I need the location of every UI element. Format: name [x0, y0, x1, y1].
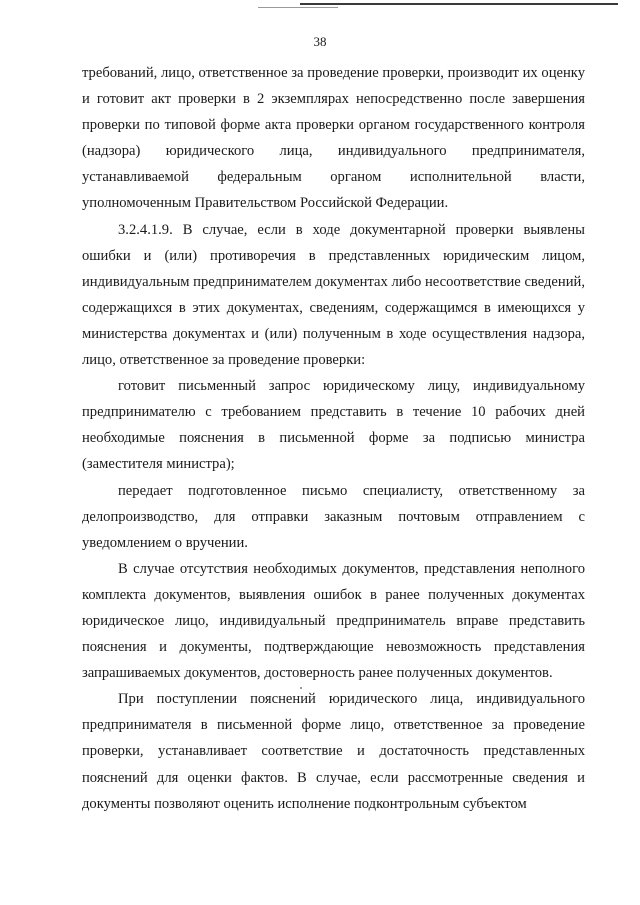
scan-speck	[300, 687, 302, 689]
scan-edge-line-faint	[258, 7, 338, 8]
scan-edge-line	[300, 3, 618, 5]
paragraph-explanations-received: При поступлении пояснений юридического лица, индивидуального предпринимателя в письменной форме лицо, ответственное за проведение проверки, устанавливает соответствие и достаточность представленных пояснений для оценки фактов. В случае, если рассмотренные сведения и документы позволяют оценить исполнение подконтрольным субъектом	[82, 691, 585, 812]
paragraph-transfer-letter: передает подготовленное письмо специалисту, ответственному за делопроизводство, для отправки заказным почтовым отправлением с уведомлением о вручении.	[82, 482, 585, 551]
paragraph-written-request: готовит письменный запрос юридическому лицу, индивидуальному предпринимателю с требованием представить в течение 10 рабочих дней необходимые пояснения в письменной форме за подписью министра (заместителя министра);	[82, 378, 585, 473]
document-body	[82, 60, 585, 817]
paragraph-missing-documents: В случае отсутствия необходимых документов, представления неполного комплекта документов, выявления ошибок в ранее полученных документах юридическое лицо, индивидуальный предприниматель вправе представить пояснения и документы, подтверждающие невозможность представления запрашиваемых документов, достоверность ранее полученных документов.	[82, 560, 585, 682]
page-number: 38	[313, 34, 327, 49]
paragraph-continuation: требований, лицо, ответственное за проведение проверки, производит их оценку и готовит акт проверки в 2 экземплярах непосредственно после завершения проверки по типовой форме акта проверки органом государственного контроля (надзора) юридического лица, индивидуального предпринимателя, устанавливаемой федеральным органом исполнительной власти, уполномоченным Правительством Российской Федерации.	[82, 65, 585, 212]
paragraph-clause-3-2-4-1-9: 3.2.4.1.9. В случае, если в ходе документарной проверки выявлены ошибки и (или) противоречия в представленных юридическим лицом, индивидуальным предпринимателем документах либо несоответствие сведений, содержащихся в этих документах, сведениям, содержащимся в имеющихся у министерства документах и (или) полученным в ходе осуществления надзора, лицо, ответственное за проведение проверки:	[82, 221, 585, 369]
